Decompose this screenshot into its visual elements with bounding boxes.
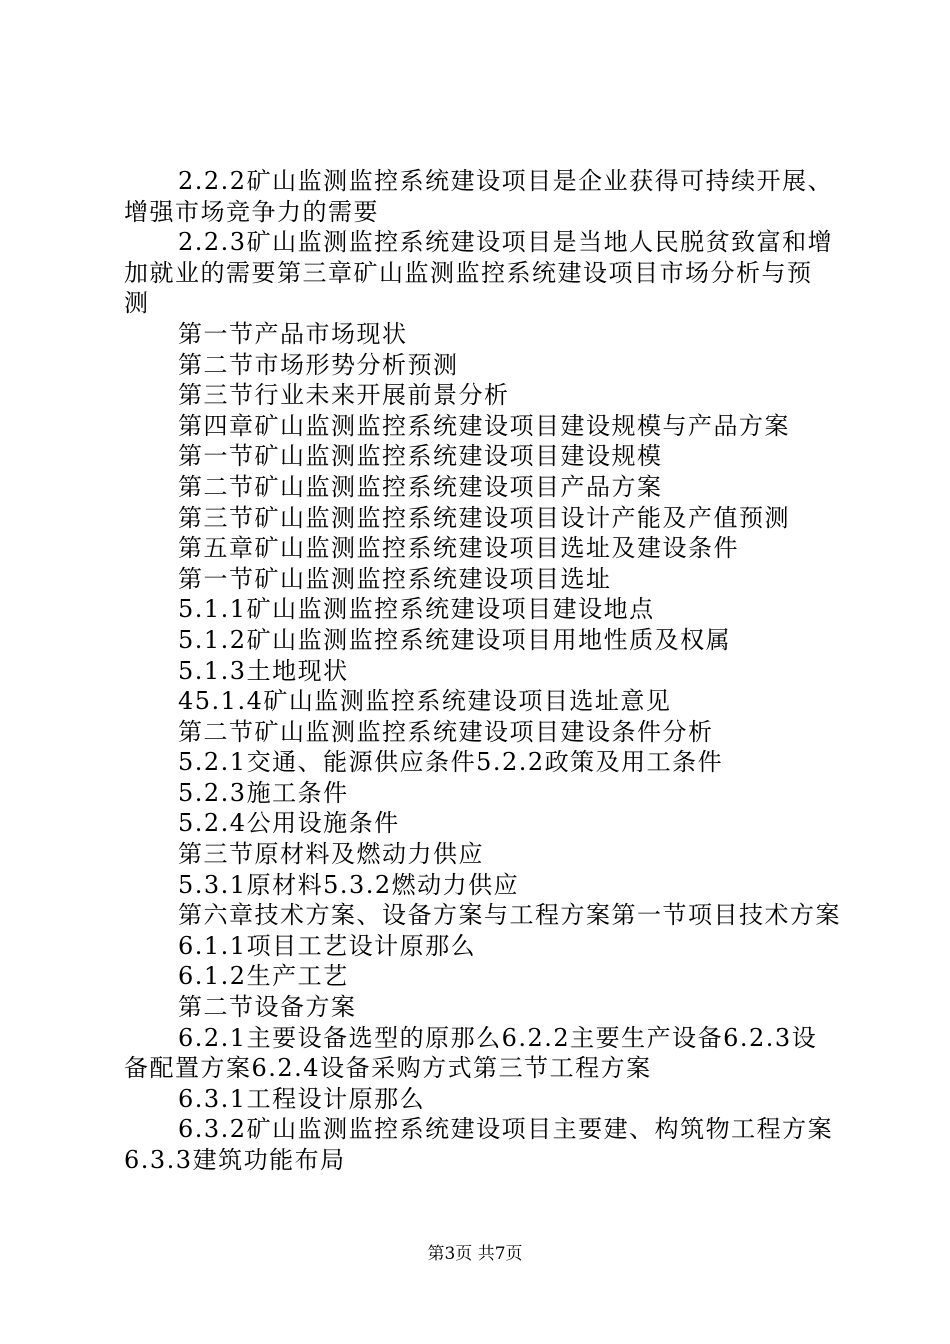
text-line: 增强市场竞争力的需要 [124,197,379,226]
text-line: 第二节市场形势分析预测 [178,350,459,379]
text-line: 5.1.1矿山监测监控系统建设项目建设地点 [178,595,655,624]
text-line: 备配置方案6.2.4设备采购方式第三节工程方案 [124,1054,652,1083]
text-line: 6.3.3建筑功能布局 [124,1146,346,1174]
text-line: 2.2.2矿山监测监控系统建设项目是企业获得可持续开展、 [178,167,834,195]
text-line: 第三节矿山监测监控系统建设项目设计产能及产值预测 [178,503,790,532]
text-line: 5.3.1原材料5.3.2燃动力供应 [178,870,520,899]
text-line: 6.3.2矿山监测监控系统建设项目主要建、构筑物工程方案 [178,1115,834,1144]
text-line: 加就业的需要第三章矿山监测监控系统建设项目市场分析与预 [124,258,813,287]
text-line: 第二节设备方案 [178,993,357,1022]
text-line: 第四章矿山监测监控系统建设项目建设规模与产品方案 [178,411,790,440]
text-line: 第一节产品市场现状 [178,319,408,348]
text-line: 第一节矿山监测监控系统建设项目选址 [178,564,612,593]
text-line: 第五章矿山监测监控系统建设项目选址及建设条件 [178,534,739,563]
text-line: 2.2.3矿山监测监控系统建设项目是当地人民脱贫致富和增 [178,228,834,257]
text-line: 6.3.1工程设计原那么 [178,1084,426,1113]
text-line: 第二节矿山监测监控系统建设项目建设条件分析 [178,717,714,746]
text-line: 第六章技术方案、设备方案与工程方案第一节项目技术方案 [178,901,841,930]
text-line: 第三节行业未来开展前景分析 [178,381,510,410]
text-line: 5.2.4公用设施条件 [178,809,400,838]
text-line: 45.1.4矿山监测监控系统建设项目选址意见 [178,687,672,716]
text-line: 6.1.1项目工艺设计原那么 [178,931,477,960]
text-line: 5.1.2矿山监测监控系统建设项目用地性质及权属 [178,625,732,654]
text-line: 第三节原材料及燃动力供应 [178,840,484,869]
text-line: 第二节矿山监测监控系统建设项目产品方案 [178,472,663,501]
text-line: 5.1.3土地现状 [178,656,349,685]
text-line: 测 [124,289,150,318]
page-footer: 第3页 共7页 [427,1244,523,1264]
text-line: 第一节矿山监测监控系统建设项目建设规模 [178,442,663,471]
text-line: 5.2.3施工条件 [178,778,349,807]
text-line: 6.1.2生产工艺 [178,962,349,991]
text-line: 6.2.1主要设备选型的原那么6.2.2主要生产设备6.2.3设 [178,1023,818,1052]
document-body [124,166,844,1176]
text-line: 5.2.1交通、能源供应条件5.2.2政策及用工条件 [178,748,724,777]
